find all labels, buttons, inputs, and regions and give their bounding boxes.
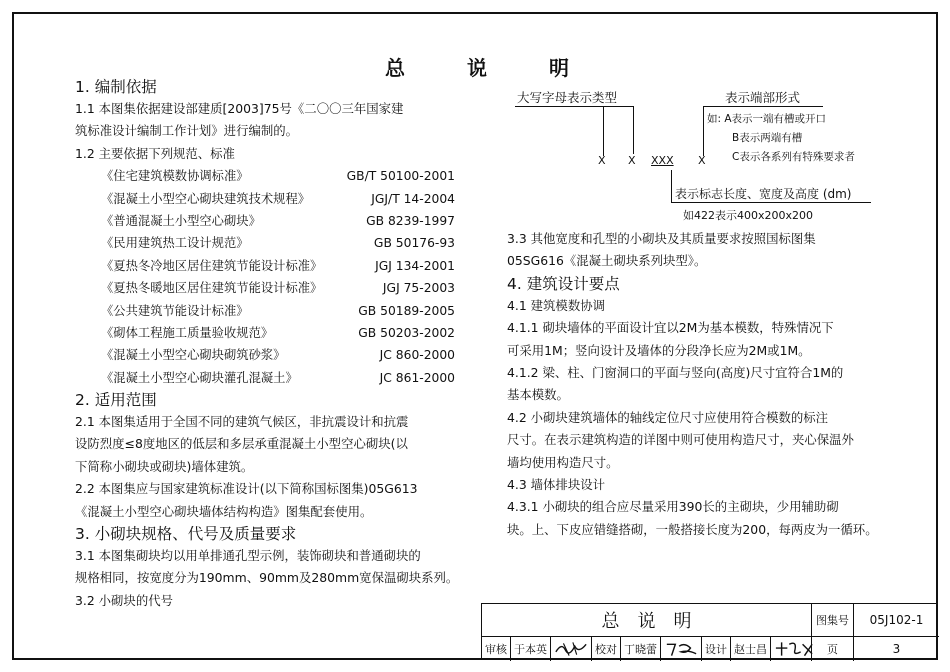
- end-form-a: 如: A表示一端有槽或开口: [707, 113, 827, 125]
- para-4-3: 4.3 墙体排块设计: [507, 476, 605, 492]
- section-2-heading: 2. 适用范围: [75, 391, 157, 410]
- label-size: 表示标志长度、宽度及高度 (dm): [675, 187, 852, 201]
- label-type: 大写字母表示类型: [517, 90, 618, 105]
- para-1-1: 1.1 本图集依据建设部建质[2003]75号《二〇〇三年国家建 筑标准设计编制工作计划》进行编制的。: [75, 101, 404, 139]
- standard-item: 《住宅建筑模数协调标准》 GB/T 50100-2001: [101, 169, 455, 184]
- section-4-heading: 4. 建筑设计要点: [507, 274, 620, 293]
- para-4-1: 4.1 建筑模数协调: [507, 297, 605, 313]
- para-4-3-1: 4.3.1 小砌块的组合应尽量采用390长的主砌块，少用辅助砌 块。上、下皮应错缝搭砌，一般搭接长度为200，每两皮为一循环。: [507, 499, 878, 537]
- review-name: 于本英: [514, 643, 547, 656]
- standard-item: 《混凝土小型空心砌块灌孔混凝土》 JC 861-2000: [101, 370, 455, 385]
- line-type-drop-2: [633, 106, 634, 154]
- standards-list: [75, 165, 455, 389]
- standard-item: 《夏热冬暖地区居住建筑节能设计标准》 JGJ 75-2003: [101, 281, 455, 296]
- code-x-2: X: [628, 154, 636, 167]
- end-form-c: C表示各系列有特殊要求者: [732, 151, 855, 163]
- check-name: 丁晓蕾: [624, 643, 657, 656]
- standard-item: 《公共建筑节能设计标准》 GB 50189-2005: [101, 303, 455, 318]
- line-end-underline: [703, 106, 823, 107]
- line-end-drop: [703, 106, 704, 156]
- code-x-1: X: [598, 154, 606, 167]
- page-number: 3: [892, 642, 901, 656]
- para-4-1-2: 4.1.2 梁、柱、门窗洞口的平面与竖向(高度)尺寸宜符合1M的 基本模数。: [507, 364, 844, 403]
- section-1-heading: 1. 编制依据: [75, 78, 157, 96]
- para-3-1: 3.1 本图集砌块均以用单排通孔型示例，装饰砌块和普通砌块的 规格相同，按宽度分为190mm、90mm及280mm宽保温砌块系列。: [75, 548, 459, 586]
- title-block: [481, 603, 938, 660]
- design-signature: [771, 637, 817, 661]
- atlas-number: 05J102-1: [854, 604, 939, 637]
- para-2-2: 2.2 本图集应与国家建筑标准设计(以下简称国标图集)05G613 《混凝土小型空心砌块墙体结构构造》图集配套使用。: [75, 481, 418, 519]
- label-end-form: 表示端部形式: [725, 90, 801, 105]
- signature-row: [482, 637, 812, 661]
- design-label: 设计: [705, 643, 727, 656]
- standard-item: 《夏热冬冷地区居住建筑节能设计标准》 JGJ 134-2001: [101, 258, 455, 273]
- standard-item: 《民用建筑热工设计规范》 GB 50176-93: [101, 236, 455, 251]
- code-x-3: X: [698, 154, 706, 167]
- line-size-drop: [671, 170, 672, 202]
- left-column: [75, 76, 459, 612]
- page-title: 总说明: [385, 56, 631, 80]
- para-4-1-1: 4.1.1 砌块墙体的平面设计宜以2M为基本模数，特殊情况下 可采用1M；竖向设计及墙体的分段净长应为2M或1M。: [507, 320, 834, 358]
- title-block-title: 总说明: [482, 604, 812, 637]
- standard-item: 《混凝土小型空心砌块建筑技术规程》 JGJ/T 14-2004: [101, 191, 455, 206]
- code-xxx: XXX: [651, 154, 674, 167]
- standard-item: 《普通混凝土小型空心砌块》 GB 8239-1997: [101, 213, 455, 228]
- section-3-heading: 3. 小砌块规格、代号及质量要求: [75, 525, 297, 544]
- para-2-1: 2.1 本图集适用于全国不同的建筑气候区，非抗震设计和抗震 设防烈度≤8度地区的低层和多层承重混凝土小型空心砌块(以 下简称小砌块或砌块)墙体建筑。: [75, 414, 409, 474]
- line-size-underline: [671, 202, 871, 203]
- end-form-b: B表示两端有槽: [732, 132, 803, 144]
- line-type-drop: [603, 106, 604, 156]
- block-code-diagram: [505, 86, 905, 226]
- check-signature: [661, 637, 701, 661]
- atlas-number-label: 图集号: [812, 604, 854, 637]
- review-signature: [551, 637, 591, 661]
- size-example: 如422表示400x200x200: [683, 209, 814, 222]
- para-1-2: 1.2 主要依据下列规范、标准: [75, 145, 235, 161]
- para-3-2: 3.2 小砌块的代号: [75, 592, 173, 608]
- standard-item: 《混凝土小型空心砌块砌筑砂浆》 JC 860-2000: [101, 348, 455, 363]
- standard-item: 《砌体工程施工质量验收规范》 GB 50203-2002: [101, 325, 455, 340]
- review-label: 审核: [485, 643, 507, 656]
- check-label: 校对: [595, 643, 617, 656]
- para-4-2: 4.2 小砌块建筑墙体的轴线定位尺寸应使用符合模数的标注 尺寸。在表示建筑构造的详图中则可使用构造尺寸，夹心保温外 墙均使用构造尺寸。: [507, 409, 854, 470]
- line-type-underline: [515, 106, 633, 107]
- para-3-3: 3.3 其他宽度和孔型的小砌块及其质量要求按照国标图集 05SG616《混凝土砌块系列块型》。: [507, 231, 816, 269]
- right-column: [507, 228, 903, 541]
- page-label: 页: [812, 637, 854, 661]
- design-name: 赵士昌: [734, 643, 767, 656]
